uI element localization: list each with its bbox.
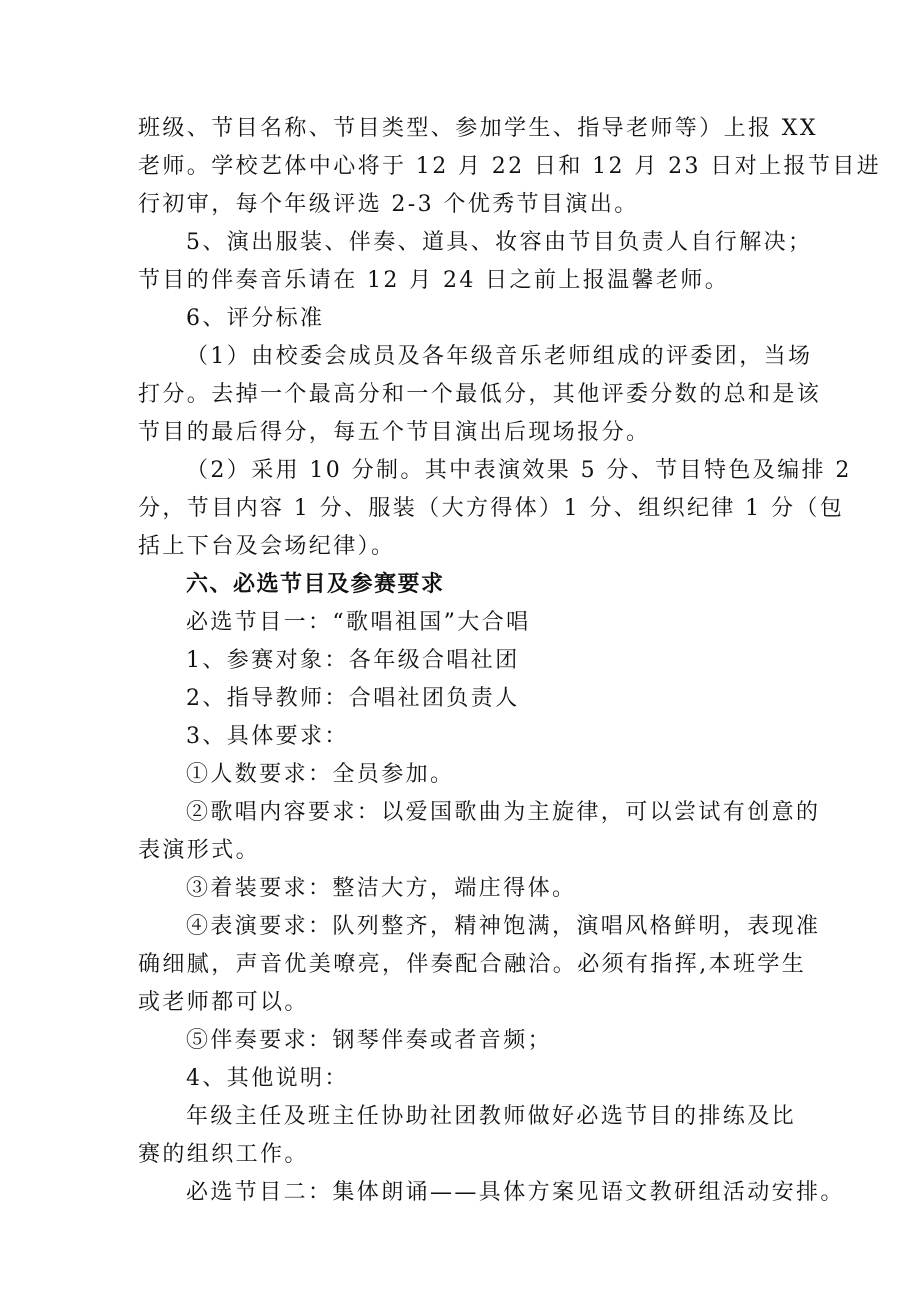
req-performance-line-3: 或老师都可以。 xyxy=(138,990,309,1015)
other-text-line-1: 年级主任及班主任协助社团教师做好必选节目的排练及比 xyxy=(186,1104,797,1129)
item-5-line-1: 5、演出服装、伴奏、道具、妆容由节目负责人自行解决； xyxy=(186,230,813,255)
other-text-line-2: 赛的组织工作。 xyxy=(138,1142,309,1167)
item-5-line-2: 节目的伴奏音乐请在 12 月 24 日之前上报温馨老师。 xyxy=(138,268,730,293)
req-dress: ③着装要求：整洁大方，端庄得体。 xyxy=(186,876,577,901)
scoring-2-line-2: 分，节目内容 1 分、服装（大方得体）1 分、组织纪律 1 分（包 xyxy=(138,496,845,521)
instructor-line: 2、指导教师：合唱社团负责人 xyxy=(186,686,520,711)
req-performance-line-2: 确细腻，声音优美嘹亮，伴奏配合融洽。必须有指挥,本班学生 xyxy=(138,952,807,977)
item-6-title: 6、评分标准 xyxy=(186,306,325,331)
scoring-2-line-1: （2）采用 10 分制。其中表演效果 5 分、节目特色及编排 2 xyxy=(186,458,852,483)
paragraph-1-line-2: 老师。学校艺体中心将于 12 月 22 日和 12 月 23 日对上报节目进 xyxy=(138,154,882,179)
paragraph-1-line-3: 行初审，每个年级评选 2-3 个优秀节目演出。 xyxy=(138,192,639,217)
scoring-2-line-3: 括上下台及会场纪律）。 xyxy=(138,534,396,559)
scoring-1-line-1: （1）由校委会成员及各年级音乐老师组成的评委团，当场 xyxy=(186,344,813,369)
program-1-title: 必选节目一：“歌唱祖国”大合唱 xyxy=(186,610,531,635)
req-content-line-2: 表演形式。 xyxy=(138,838,261,863)
req-content-line-1: ②歌唱内容要求：以爱国歌曲为主旋律，可以尝试有创意的 xyxy=(186,800,821,825)
req-count: ①人数要求：全员参加。 xyxy=(186,762,455,787)
requirements-title: 3、具体要求： xyxy=(186,724,349,749)
program-2-line: 必选节目二：集体朗诵——具体方案见语文教研组活动安排。 xyxy=(186,1180,845,1205)
other-title: 4、其他说明： xyxy=(186,1066,349,1091)
scoring-1-line-3: 节目的最后得分，每五个节目演出后现场报分。 xyxy=(138,420,651,445)
req-performance-line-1: ④表演要求：队列整齐，精神饱满，演唱风格鲜明，表现准 xyxy=(186,914,821,939)
participants-line: 1、参赛对象：各年级合唱社团 xyxy=(186,648,520,673)
paragraph-1-line-1: 班级、节目名称、节目类型、参加学生、指导老师等）上报 XX xyxy=(138,116,818,141)
section-heading: 六、必选节目及参赛要求 xyxy=(186,572,445,597)
scoring-1-line-2: 打分。去掉一个最高分和一个最低分，其他评委分数的总和是该 xyxy=(138,382,822,407)
req-accompaniment: ⑤伴奏要求：钢琴伴奏或者音频； xyxy=(186,1028,553,1053)
